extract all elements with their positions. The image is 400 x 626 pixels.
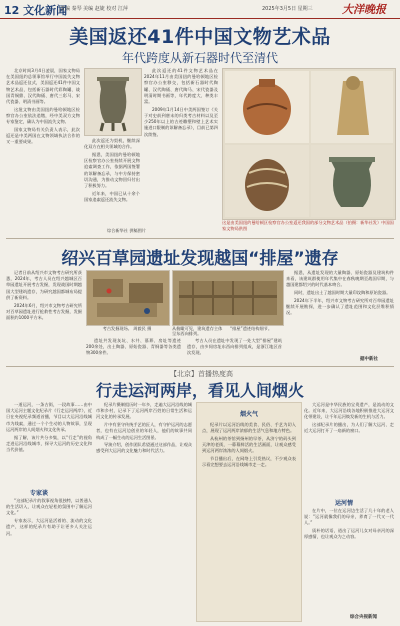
article1-subheadline: 年代跨度从新石器时代至清代 (121, 51, 278, 65)
article3-column-4-more (304, 508, 394, 612)
article2-caption-a: 从俯瞰可见，建筑遗存主体呈东西向排列。 (172, 326, 223, 337)
sidebox-heading: 烟火气 (239, 411, 258, 418)
photo-excavation-site (86, 270, 170, 326)
article2-signature: 据中新社 (360, 357, 378, 362)
paragraph: 2024年下半年，绍兴市文物考古研究所对百草园遗址继续开展勘探，进一步确认了遗址范围和文化层堆积情况。 (286, 297, 394, 316)
article1-photo-caption: 这是由美国纽约曼哈顿区检察官办公室返还我国的部分文物艺术品（拍摄：新华社发）中国国家文物局供图 (222, 220, 394, 231)
paragraph: 质朴的话语，道出了运河儿女对母亲河的深厚感情，也让观众为之动容。 (304, 528, 394, 540)
article3-column-2 (96, 402, 192, 620)
photo-tomb-figure (311, 71, 393, 143)
photo-bronze-vessel (84, 68, 142, 136)
paragraph: 遗址共发现灰坑、水井、墓葬、房址等遗迹200余处，出土陶器、原始瓷器、青铜器等各类遗物300余件。 (86, 338, 181, 356)
photo-paishi-structure (172, 270, 284, 326)
article3-column-1-more (6, 498, 92, 620)
paragraph: 近年来，中国已从十余个国家追索返还流失文物。 (84, 190, 140, 202)
article2-headline: 绍兴百草园遗址发现越国“排屋”遗存 (61, 249, 339, 269)
photo-ceramic-jar (225, 71, 309, 143)
paragraph: 专家表示，大运河是活着的、流动的文化遗产，这样的纪录片有助于让更多人关注运河。 (6, 518, 92, 536)
paragraph: 节目播出后，在网络上引发热议，不少观众表示看完想要去运河沿线城市走一走。 (202, 456, 296, 468)
article2-photo-caption: 考古发掘现场。 周毅民 摄 (102, 326, 152, 331)
paragraph: 此次返还为契机，继续深化双方在相关领域的合作。 (84, 138, 140, 150)
paragraph: 同时，遗址出土了越国时期大量印纹陶和原始瓷器。 (294, 290, 391, 296)
divider (6, 238, 394, 239)
paragraph: 片中有坚守传统手艺的匠人，有守护运河的志愿者，也有在运河边创业的年轻人，他们的故事共同构成了一幅生动的运河生活图景。 (96, 422, 192, 440)
article1-photo-group (222, 68, 396, 220)
paragraph: 一道运河，一条古街，一段故事……由中国大运河主题文化纪录片《行走运河两岸》，近日在央视纪录频道首播，节目以大运河沿线城市为线索，通过一个个生动的人物故事，呈现运河两岸的人间烟火和文化传承。 (6, 402, 92, 432)
paragraph: 这部纪录片的播出，为人们了解大运河、走近大运河打开了一扇新的窗口。 (304, 422, 394, 434)
paragraph: 导演介绍，创作团队希望通过这部作品，让观众感受到大运河的文化魅力和时代活力。 (96, 442, 192, 454)
paragraph: 北京时间3月4日凌晨，国家文物局在美国纽约总领事馆举行中国流失文物艺术品返还仪式，美国返还41件中国文物艺术品，包括新石器时代彩陶罐、战国青铜鼎、汉代陶俑、唐代三彩马、宋代瓷器、明清书画等。 (6, 68, 80, 105)
article1-column-1 (6, 68, 80, 226)
article2-column-4 (286, 270, 394, 356)
paragraph: 从杭州的茶馆到扬州的早茶，从济宁的码头到天津的老街，一幕幕鲜活的生活画面，让观众感受到运河两岸浓浓的人间烟火。 (202, 435, 296, 454)
issue-date: 2025年3月5日 星期三 (262, 6, 313, 12)
paragraph: 记者日前从绍兴市文物考古研究所获悉，2024年，考古人员在绍兴越城区百草园遗址开展考古发掘，发现战国时期越国大型建筑遗存，为研究越国都城布局提供了新资料。 (6, 270, 82, 300)
article3-signature: 综合央视新闻 (350, 615, 377, 620)
section-title: 12 文化新闻 (4, 4, 68, 17)
photo-pottery-figurine (225, 145, 309, 217)
paragraph: 大运河是中华民族的宝贵遗产，是流动的文化。近年来，大运河沿线各地积极推进大运河文化带建设，让千年运河焕发新的生机与活力。 (304, 402, 394, 420)
paragraph: 国家文物局有关负责人表示，此次返还是中美两国在文物领域执法合作的又一重要成果。 (6, 126, 80, 145)
article3-subhead-canal: 运河情 (335, 500, 354, 507)
article2-column-2 (86, 338, 282, 362)
paragraph: 在片中，一位在运河边生活了几十年的老人说：“运河就像我们的母亲，养育了一代又一代人。” (304, 508, 394, 526)
photo-bronze-vessel-2 (311, 145, 393, 217)
article1-column-3 (144, 68, 218, 226)
paragraph: 据悉，从遗址发现的大量陶器、原始瓷器及建筑构件来看，该建筑群使用年代集中在春秋晚期至战国早期，与越国建都绍兴的时代基本吻合。 (286, 270, 394, 288)
sidebox-text (202, 422, 296, 622)
paragraph: “这部纪录片的叙事视角很独特，以普通人的生活切入，让观众在轻松的氛围中了解运河文化。” (6, 498, 92, 516)
paragraph: 据了解，该片共分多集，以“行走”的视角走进运河沿线城市，探寻大运河的历史文化和当代价值。 (6, 434, 92, 452)
editor-credits: 责编 秦琴 美编 赵婕 校对 江萍 (60, 6, 128, 12)
article1-headline: 美国返还41件中国文物艺术品 (69, 26, 331, 48)
article2-caption-b: “排屋”遗迹结构细节。 (230, 326, 273, 331)
article3-kicker: 【北京】首播热度高 (170, 370, 233, 378)
article3-column-1 (6, 402, 92, 486)
paragraph: 2024年6月，绍兴市文物考古研究所对百草园遗址进行抢救性考古发掘，发掘面积约1000平方米。 (6, 302, 82, 320)
article3-headline: 行走运河两岸，看见人间烟火 (95, 381, 304, 400)
paragraph: 考古人员在遗址中发现了一处大型“排屋”建筑遗存，由多间房址东西向排列组成，是浙江地区首次发现。 (187, 338, 282, 356)
article3-subhead-experts: 专家谈 (30, 490, 49, 497)
article1-column-2 (84, 138, 140, 226)
article3-sidebox (196, 402, 302, 622)
article1-photo-credit: 综合新华社 供稿图片 (106, 228, 146, 233)
paragraph: 2009年1月14日中美两国签订《关于对史前到唐末的归类考古材料以及至少250年以上的古迹雕塑和壁上艺术实施进口限制的谅解备忘录》，目前已第四次续签。 (144, 106, 218, 137)
article3-column-4 (304, 402, 394, 496)
paragraph: 据悉，美国纽约曼哈顿地区检察官办公室持续开展文物追索调查工作，依据两国签署的谅解备忘录，与中方保持密切沟通，为推动文物回归付出了积极努力。 (84, 151, 140, 188)
paragraph: 纪录片以运河沿线的美食、民俗、手艺为切入点，展现了运河两岸浓郁的生活气息和地方特色。 (202, 422, 296, 434)
paragraph: 纪录片摄制组历时一年多，走遍大运河沿线的城市和乡村，记录下了运河两岸百姓的日常生活和运河文化的传承发展。 (96, 402, 192, 420)
article2-column-1 (6, 270, 82, 362)
paragraph: 此次返还的41件文物艺术品在2024年11月由美国纽约曼哈顿地区检察官办公室移交，包括新石器时代陶罐、汉代陶俑、唐代陶马、宋代瓷器及明清时期书画等，年代跨度大、种类丰富。 (144, 68, 218, 105)
divider (6, 366, 394, 367)
paragraph: 这批文物由美国纽约曼哈顿地区检察官办公室依法追缴，经中美双方文物专家鉴定，确认为中国流失文物。 (6, 106, 80, 125)
newspaper-logo: 大洋晚报 (342, 3, 386, 16)
